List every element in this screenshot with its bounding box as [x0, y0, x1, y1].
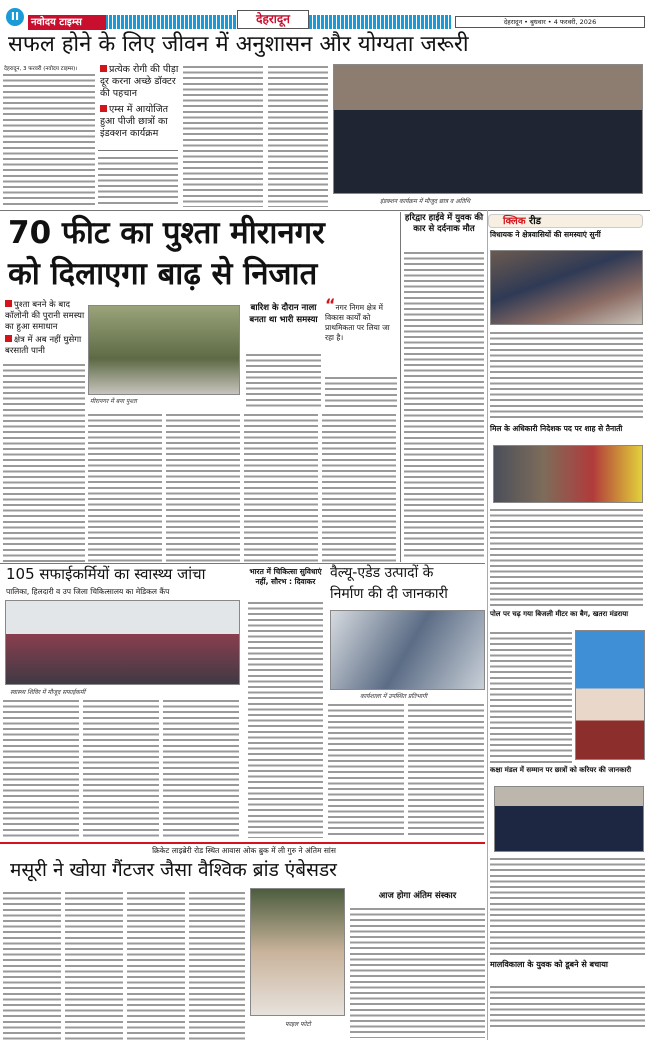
story1-bullets [100, 64, 180, 140]
story1-photo [333, 64, 643, 194]
story7-second-headline: कक्षा मंडल में सम्मान पर छात्रों को करियर की जानकारी [490, 766, 632, 774]
story1-text [183, 64, 263, 207]
story8-text [3, 890, 245, 1040]
story1-byline: देहरादून, 3 फरवरी (नवोदय टाइम्स)। [4, 66, 78, 72]
click-read-text [490, 330, 643, 420]
story6-headline-line1: वैल्यू-एडेड उत्पादों के [330, 565, 434, 581]
dateline: देहरादून • बुधवार • 4 फरवरी, 2026 [455, 16, 645, 28]
story1-text [268, 64, 328, 207]
story2-photo-caption: मीरानगर में बना पुश्ता [90, 398, 137, 405]
story7-text [490, 630, 572, 764]
story1-photo-caption: इंडक्शन कार्यक्रम में मौजूद छात्र व अतिथि [380, 198, 471, 205]
story8-photo-caption: फाइल फोटो [285, 1021, 311, 1028]
story7-text [490, 984, 645, 1029]
story4-headline: 105 सफाईकर्मियों का स्वास्थ्य जांचा [6, 565, 206, 583]
bullet-item: पुश्ता बनने के बाद कॉलोनी की पुरानी समस्या का हुआ समाधान [5, 300, 85, 332]
click-read-headline: विधायक ने क्षेत्रवासियों की समस्याएं सुनीं [490, 230, 601, 239]
story6-photo [330, 610, 485, 690]
masthead [0, 0, 650, 30]
story1-text [3, 72, 95, 206]
story6-photo-caption: कार्यशाला में उपस्थित प्रतिभागी [360, 693, 428, 700]
story1-text [98, 155, 178, 207]
story4-photo [5, 600, 240, 685]
story3-text [404, 250, 484, 560]
story2-text [3, 362, 85, 562]
click-read-kicker: क्लिक रीड [488, 214, 643, 228]
story7-photo [575, 630, 645, 760]
story2-text [325, 375, 397, 410]
bullet-item: एम्स में आयोजित हुआ पीजी छात्रों का इंडक्शन कार्यक्रम [100, 104, 169, 139]
brand-logo: नवोदय टाइम्स [28, 15, 106, 30]
bullet-item: प्रत्येक रोगी की पीड़ा दूर करना अच्छे डॉक्टर की पहचान [100, 64, 179, 99]
city-tab: देहरादून [237, 10, 309, 29]
bullet-item: क्षेत्र में अब नहीं घुसेगा बरसाती पानी [5, 335, 82, 356]
page-number-badge: II [6, 8, 24, 26]
story2-photo [88, 305, 240, 395]
story6-headline-line2: निर्माण की दी जानकारी [330, 586, 448, 602]
story7-second-photo [494, 786, 644, 852]
story2-text [246, 352, 321, 410]
story5-text [248, 600, 323, 838]
click-read-second-headline: मिल के अधिकारी निदेशक पद पर शाह से तैनाती [490, 424, 623, 433]
story3-headline: हरिद्वार हाईवे में युवक की कार से दर्दनाक मौत [404, 213, 484, 234]
story4-text [3, 698, 240, 838]
story4-photo-caption: स्वास्थ्य शिविर में मौजूद सफाईकर्मी [10, 689, 86, 696]
story7-headline: पोल पर चढ़ गया बिजली मीटर का बैग, खतरा मंडराया [490, 610, 629, 618]
story2-text [88, 412, 397, 562]
story8-side-headline: आज होगा अंतिम संस्कार [378, 891, 457, 901]
click-read-second-photo [493, 445, 643, 503]
story2-bullets [5, 300, 85, 357]
story8-photo [250, 888, 345, 1016]
story6-text [328, 702, 485, 838]
story8-kicker: क्रिकेट लाइब्रेरी रोड स्थित आवास ओक ब्रुक में ली गुरु ने अंतिम सांस [152, 846, 336, 855]
story7-third-headline: मालविकाला के युवक को डूबने से बचाया [490, 960, 608, 969]
story2-headline-line2: को दिलाएगा बाढ़ से निजात [8, 256, 318, 292]
click-read-photo [490, 250, 643, 325]
story2-quote: “नगर निगम क्षेत्र में विकास कार्यों को प्राथमिकता पर लिया जा रहा है। [325, 295, 390, 342]
click-read-text [490, 507, 643, 607]
story2-side-headline: बारिश के दौरान नाला बनता था भारी समस्या [249, 303, 318, 325]
story2-headline-line1: 70 फीट का पुश्ता मीरानगर [8, 215, 325, 251]
story7-text [490, 856, 645, 956]
story8-text [350, 906, 485, 1038]
story1-headline: सफल होने के लिए जीवन में अनुशासन और योग्यता जरूरी [8, 32, 469, 57]
quote-icon: “ [325, 295, 336, 314]
story5-headline: भारत में चिकित्सा सुविधाएं नहीं, सौरभ : दिवाकर [249, 567, 322, 586]
story4-subheadline: पालिका, हिलदारी व उप जिला चिकित्सालय का मेडिकल कैंप [6, 587, 170, 596]
story8-headline: मसूरी ने खोया गैंटजर जैसा वैश्विक ब्रांड एंबेसडर [10, 859, 337, 881]
